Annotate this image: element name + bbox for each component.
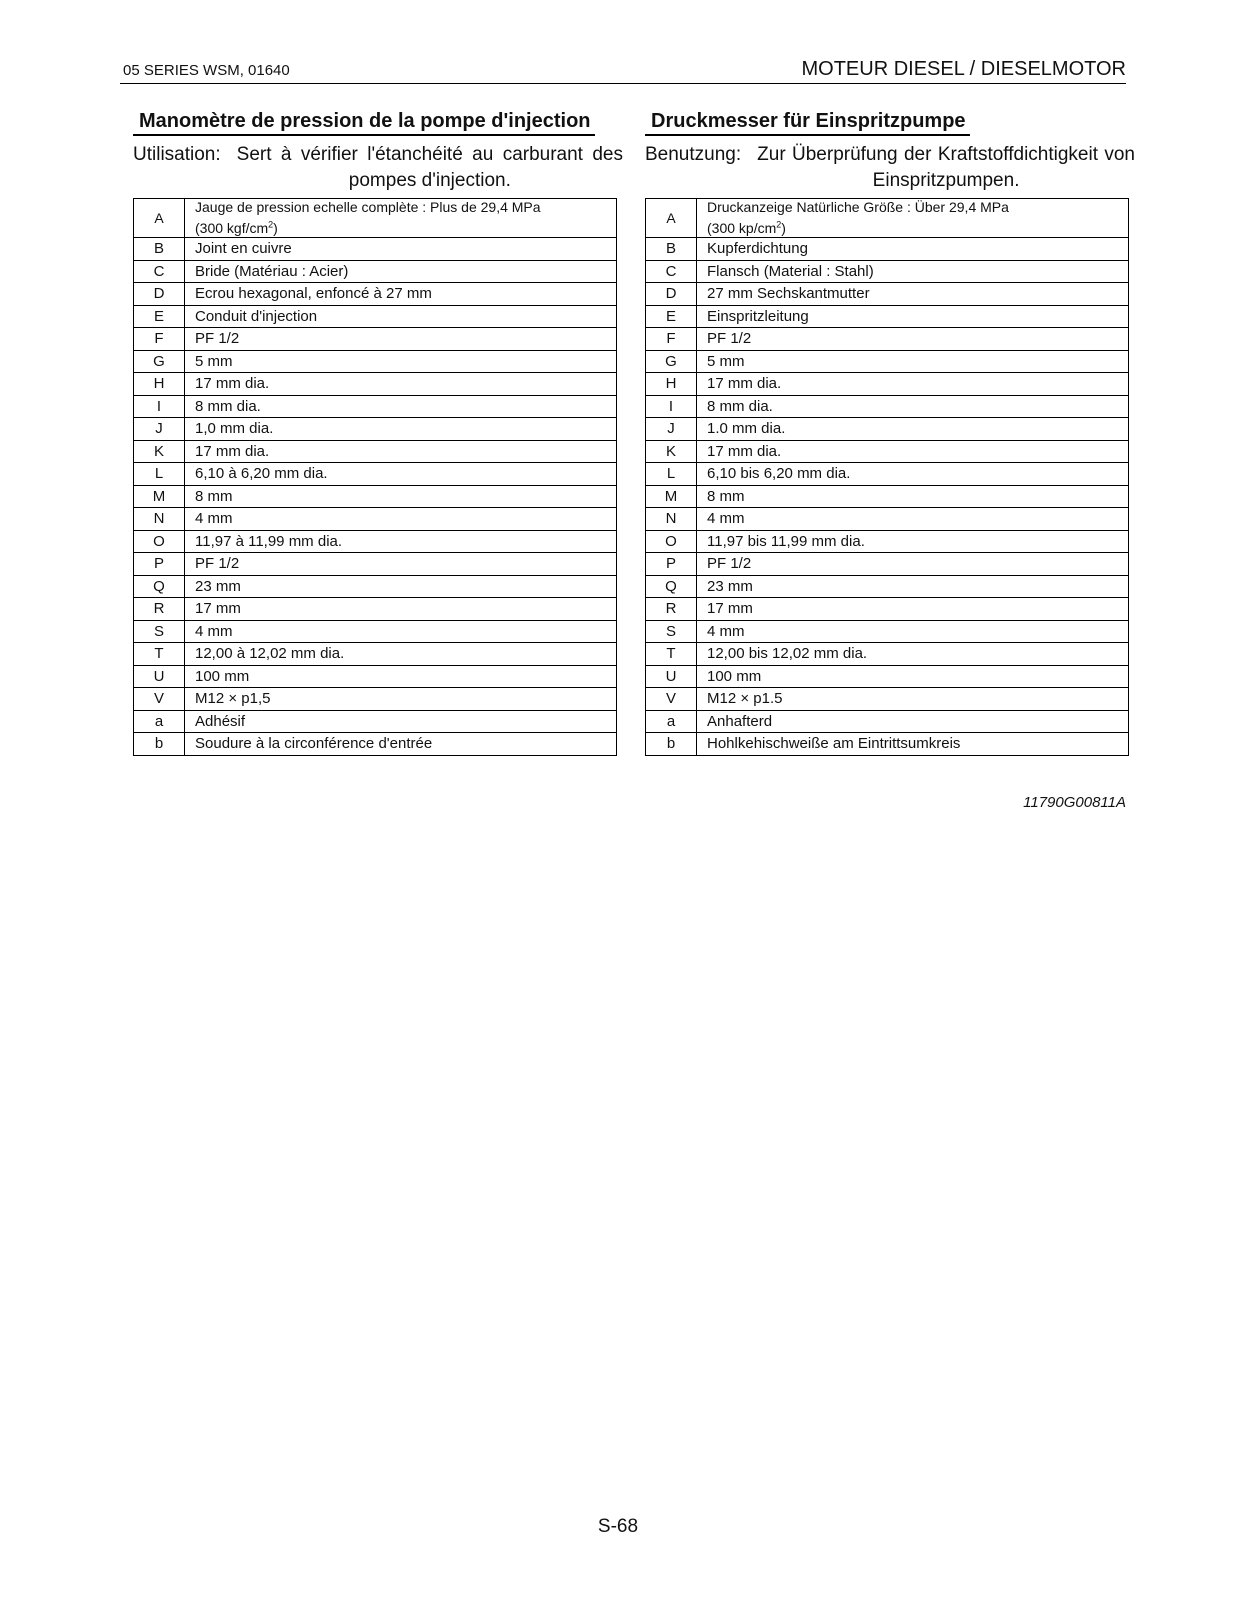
legend-key: J (646, 418, 697, 441)
table-row (134, 688, 617, 711)
legend-key: H (646, 373, 697, 396)
table-row (646, 328, 1129, 351)
legend-value: 12,00 à 12,02 mm dia. (185, 643, 617, 666)
legend-key: G (134, 350, 185, 373)
legend-value: 12,00 bis 12,02 mm dia. (697, 643, 1129, 666)
figure-code: 11790G00811A (1023, 794, 1126, 811)
table-row (646, 485, 1129, 508)
table-row (134, 508, 617, 531)
legend-key: F (134, 328, 185, 351)
legend-value: 100 mm (185, 665, 617, 688)
legend-value: 8 mm dia. (697, 395, 1129, 418)
german-usage-text: Zur Überprüfung der Kraftstoffdichtigkeit von Einspritzpumpen. (757, 144, 1135, 191)
legend-value: 23 mm (185, 575, 617, 598)
legend-key: U (646, 665, 697, 688)
table-row (646, 350, 1129, 373)
legend-key: H (134, 373, 185, 396)
legend-value (185, 199, 617, 238)
french-column (133, 110, 623, 756)
legend-value: Soudure à la circonférence d'entrée (185, 733, 617, 756)
table-row (134, 260, 617, 283)
legend-key: I (134, 395, 185, 418)
table-row (646, 508, 1129, 531)
table-row (646, 238, 1129, 261)
table-row (134, 328, 617, 351)
legend-key: D (134, 283, 185, 306)
table-row (134, 305, 617, 328)
table-row (646, 305, 1129, 328)
legend-key: b (646, 733, 697, 756)
legend-key: b (134, 733, 185, 756)
unit-sup: 2 (268, 219, 274, 230)
legend-value-line2 (195, 220, 278, 236)
header-rule (120, 83, 1126, 84)
legend-value: 17 mm (697, 598, 1129, 621)
legend-value: M12 × p1,5 (185, 688, 617, 711)
unit-pre: (300 kp/cm (707, 219, 777, 236)
legend-value: 4 mm (697, 620, 1129, 643)
legend-key: C (646, 260, 697, 283)
unit-post: ) (781, 219, 786, 236)
french-usage-text: Sert à vérifier l'étanchéité au carburant des pompes d'injection. (236, 144, 623, 191)
legend-value: Joint en cuivre (185, 238, 617, 261)
table-row (646, 283, 1129, 306)
table-row (134, 418, 617, 441)
table-row (134, 575, 617, 598)
legend-key: C (134, 260, 185, 283)
legend-value: 4 mm (185, 620, 617, 643)
legend-value (697, 199, 1129, 238)
legend-key: O (134, 530, 185, 553)
legend-value: 6,10 bis 6,20 mm dia. (697, 463, 1129, 486)
legend-key: R (646, 598, 697, 621)
legend-value: 8 mm (185, 485, 617, 508)
legend-value: 100 mm (697, 665, 1129, 688)
legend-value: M12 × p1.5 (697, 688, 1129, 711)
legend-value: 11,97 à 11,99 mm dia. (185, 530, 617, 553)
table-row (134, 373, 617, 396)
legend-value: 17 mm dia. (697, 373, 1129, 396)
french-usage (133, 142, 623, 194)
legend-value-line1: Jauge de pression echelle complète : Plus de 29,4 MPa (195, 199, 541, 216)
legend-value: 27 mm Sechskantmutter (697, 283, 1129, 306)
table-row (646, 395, 1129, 418)
table-row (134, 665, 617, 688)
table-row (134, 238, 617, 261)
legend-value: 17 mm dia. (185, 373, 617, 396)
legend-key: a (646, 710, 697, 733)
table-row (134, 485, 617, 508)
legend-key: P (646, 553, 697, 576)
table-row (646, 418, 1129, 441)
table-row (134, 733, 617, 756)
legend-key: S (646, 620, 697, 643)
table-row (646, 530, 1129, 553)
legend-key: K (134, 440, 185, 463)
page-number: S-68 (597, 1516, 639, 1537)
table-row (646, 620, 1129, 643)
german-usage-label: Benutzung: (645, 144, 742, 165)
german-usage (645, 142, 1135, 194)
legend-key: L (134, 463, 185, 486)
table-row (646, 463, 1129, 486)
legend-key: a (134, 710, 185, 733)
legend-value: 5 mm (697, 350, 1129, 373)
legend-value: 17 mm dia. (185, 440, 617, 463)
table-row (134, 553, 617, 576)
legend-value-line2 (707, 220, 786, 236)
french-title: Manomètre de pression de la pompe d'injection (133, 110, 595, 136)
legend-key: V (134, 688, 185, 711)
german-column (645, 110, 1135, 756)
table-row (134, 710, 617, 733)
legend-value: PF 1/2 (697, 328, 1129, 351)
table-row (134, 350, 617, 373)
legend-value-line1: Druckanzeige Natürliche Größe : Über 29,4 MPa (707, 199, 1009, 216)
table-row (646, 440, 1129, 463)
table-row (646, 373, 1129, 396)
legend-value: Hohlkehischweiße am Eintrittsumkreis (697, 733, 1129, 756)
legend-value: 5 mm (185, 350, 617, 373)
legend-value: 6,10 à 6,20 mm dia. (185, 463, 617, 486)
legend-value: 23 mm (697, 575, 1129, 598)
table-row (646, 665, 1129, 688)
legend-value: Anhafterd (697, 710, 1129, 733)
legend-key: I (646, 395, 697, 418)
legend-value: 17 mm dia. (697, 440, 1129, 463)
table-row (134, 530, 617, 553)
table-row (134, 598, 617, 621)
legend-key: Q (646, 575, 697, 598)
table-row (134, 283, 617, 306)
table-row (646, 598, 1129, 621)
unit-sup: 2 (776, 219, 782, 230)
legend-key: D (646, 283, 697, 306)
table-row (134, 643, 617, 666)
legend-value: Einspritzleitung (697, 305, 1129, 328)
legend-value: 4 mm (697, 508, 1129, 531)
german-legend-table (645, 198, 1129, 756)
table-row (134, 440, 617, 463)
legend-value: PF 1/2 (185, 553, 617, 576)
legend-value: Conduit d'injection (185, 305, 617, 328)
table-row (646, 260, 1129, 283)
table-row (646, 553, 1129, 576)
unit-post: ) (273, 219, 278, 236)
legend-key: T (134, 643, 185, 666)
legend-key: B (646, 238, 697, 261)
legend-key: S (134, 620, 185, 643)
legend-value: 8 mm dia. (185, 395, 617, 418)
legend-value: Kupferdichtung (697, 238, 1129, 261)
legend-key: P (134, 553, 185, 576)
unit-pre: (300 kgf/cm (195, 219, 269, 236)
legend-key: F (646, 328, 697, 351)
table-row (134, 199, 617, 238)
legend-key: K (646, 440, 697, 463)
legend-key: B (134, 238, 185, 261)
german-title: Druckmesser für Einspritzpumpe (645, 110, 970, 136)
legend-key: G (646, 350, 697, 373)
legend-key: L (646, 463, 697, 486)
legend-key: O (646, 530, 697, 553)
legend-value: 1.0 mm dia. (697, 418, 1129, 441)
legend-key: A (134, 199, 185, 238)
legend-key: A (646, 199, 697, 238)
legend-value: 4 mm (185, 508, 617, 531)
table-row (646, 643, 1129, 666)
table-row (646, 710, 1129, 733)
legend-key: V (646, 688, 697, 711)
legend-key: T (646, 643, 697, 666)
table-row (134, 620, 617, 643)
table-row (134, 463, 617, 486)
legend-value: PF 1/2 (697, 553, 1129, 576)
legend-key: Q (134, 575, 185, 598)
legend-value: Flansch (Material : Stahl) (697, 260, 1129, 283)
legend-value: 8 mm (697, 485, 1129, 508)
legend-key: N (646, 508, 697, 531)
legend-value: PF 1/2 (185, 328, 617, 351)
legend-key: M (134, 485, 185, 508)
legend-value: Ecrou hexagonal, enfoncé à 27 mm (185, 283, 617, 306)
legend-key: N (134, 508, 185, 531)
legend-key: R (134, 598, 185, 621)
legend-key: M (646, 485, 697, 508)
french-usage-label: Utilisation: (133, 144, 221, 165)
table-row (646, 575, 1129, 598)
legend-value: 11,97 bis 11,99 mm dia. (697, 530, 1129, 553)
legend-value: 1,0 mm dia. (185, 418, 617, 441)
legend-key: E (646, 305, 697, 328)
legend-value: 17 mm (185, 598, 617, 621)
table-row (646, 688, 1129, 711)
legend-key: U (134, 665, 185, 688)
legend-key: E (134, 305, 185, 328)
french-legend-table (133, 198, 617, 756)
legend-value: Bride (Matériau : Acier) (185, 260, 617, 283)
header-section-title: MOTEUR DIESEL / DIESELMOTOR (801, 58, 1126, 80)
table-row (646, 733, 1129, 756)
legend-key: J (134, 418, 185, 441)
table-row (646, 199, 1129, 238)
table-row (134, 395, 617, 418)
legend-value: Adhésif (185, 710, 617, 733)
header-manual-id: 05 SERIES WSM, 01640 (123, 62, 290, 79)
